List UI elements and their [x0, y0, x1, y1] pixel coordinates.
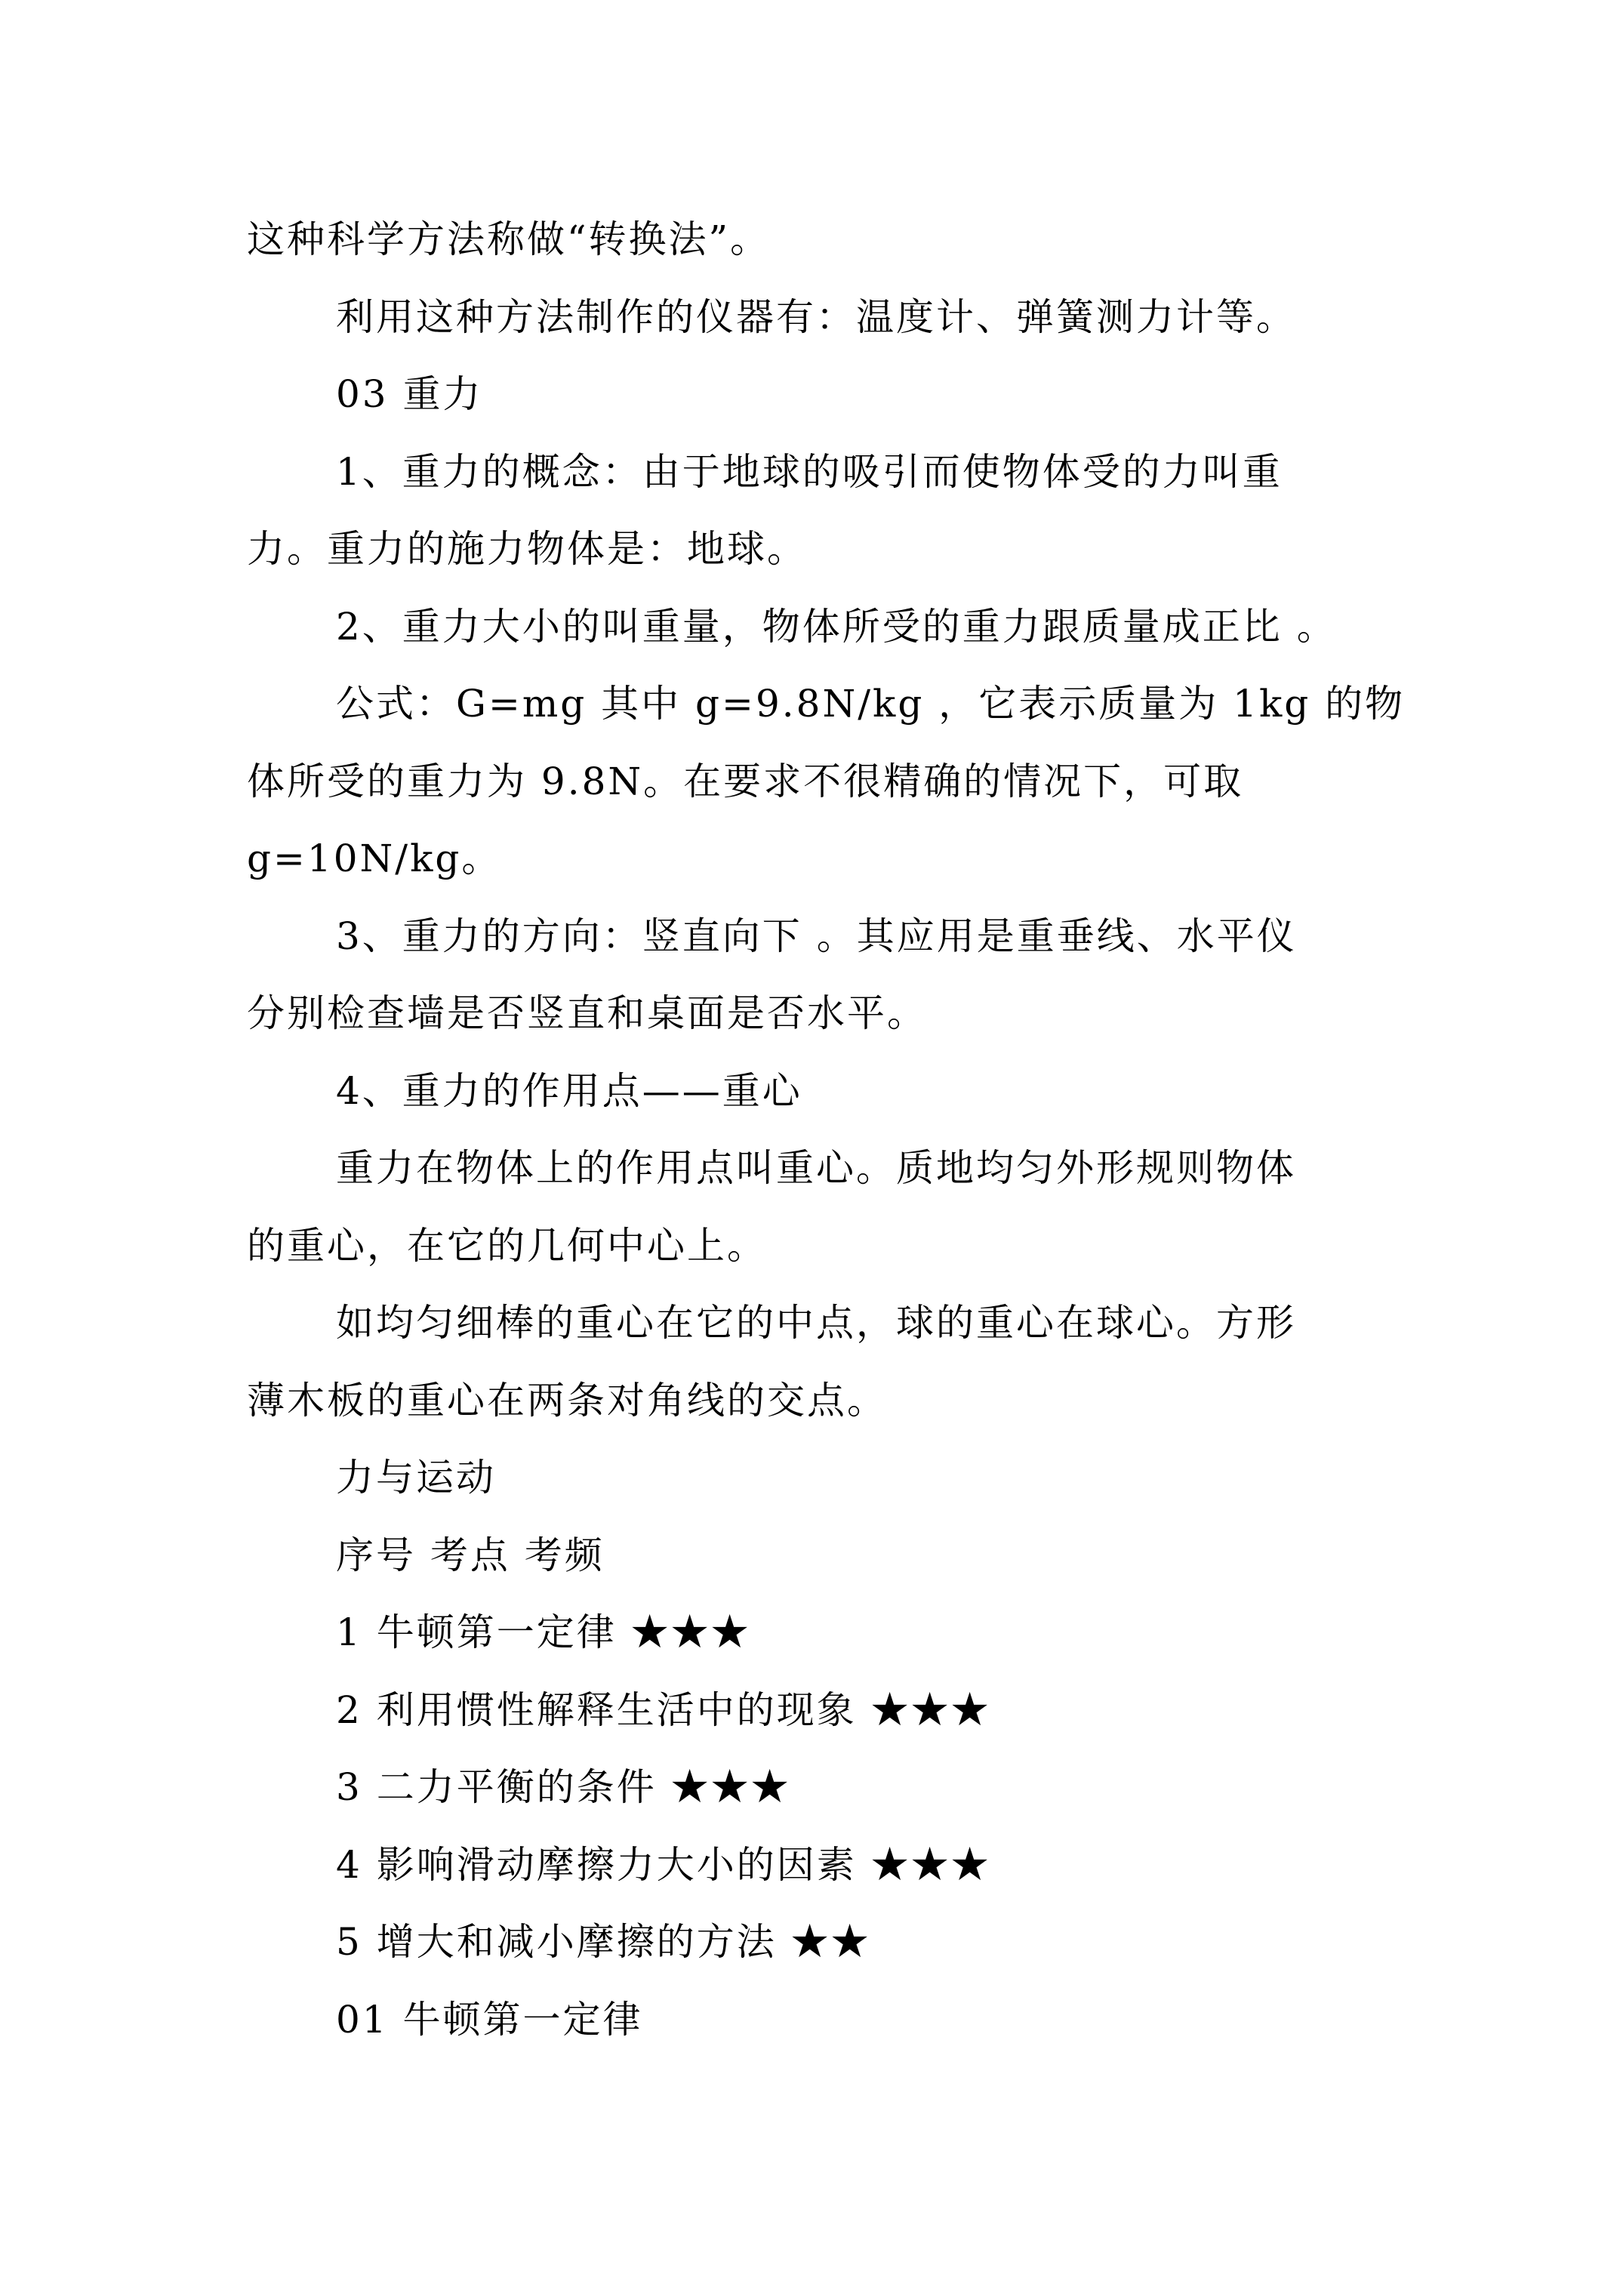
- text-line: 分别检查墙是否竖直和桌面是否水平。: [247, 991, 927, 1035]
- section-heading: 力与运动: [336, 1456, 496, 1499]
- text-line: 的重心，在它的几何中心上。: [247, 1224, 767, 1268]
- section-heading: 01 牛顿第一定律: [336, 1998, 643, 2042]
- table-row: 5 增大和减小摩擦的方法 ★★: [336, 1920, 871, 1964]
- text-line: 这种科学方法称做“转换法”。: [247, 217, 771, 261]
- table-header-row: 序号 考点 考频: [336, 1533, 605, 1577]
- text-line: 重力在物体上的作用点叫重心。质地均匀外形规则物体: [336, 1146, 1296, 1190]
- text-line: 2、重力大小的叫重量，物体所受的重力跟质量成正比 。: [336, 605, 1337, 649]
- text-line: 薄木板的重心在两条对角线的交点。: [247, 1379, 887, 1422]
- table-row: 4 影响滑动摩擦力大小的因素 ★★★: [336, 1843, 991, 1887]
- text-line: 力。重力的施力物体是：地球。: [247, 527, 807, 571]
- text-line: 3、重力的方向：竖直向下 。其应用是重垂线、水平仪: [336, 914, 1297, 958]
- text-line: 体所受的重力为 9.8N。在要求不很精确的情况下，可取: [247, 760, 1244, 803]
- text-line: g=10N/kg。: [247, 837, 502, 880]
- text-line: 利用这种方法制作的仪器有：温度计、弹簧测力计等。: [336, 295, 1296, 339]
- text-line: 公式：G=mg 其中 g=9.8N/kg ，它表示质量为 1kg 的物: [336, 682, 1406, 726]
- section-heading: 03 重力: [336, 372, 483, 416]
- table-row: 2 利用惯性解释生活中的现象 ★★★: [336, 1688, 991, 1732]
- table-row: 3 二力平衡的条件 ★★★: [336, 1765, 791, 1809]
- text-line: 如均匀细棒的重心在它的中点，球的重心在球心。方形: [336, 1301, 1296, 1345]
- text-line: 1、重力的概念：由于地球的吸引而使物体受的力叫重: [336, 450, 1283, 494]
- section-heading: 4、重力的作用点——重心: [336, 1069, 802, 1113]
- table-row: 1 牛顿第一定律 ★★★: [336, 1610, 751, 1654]
